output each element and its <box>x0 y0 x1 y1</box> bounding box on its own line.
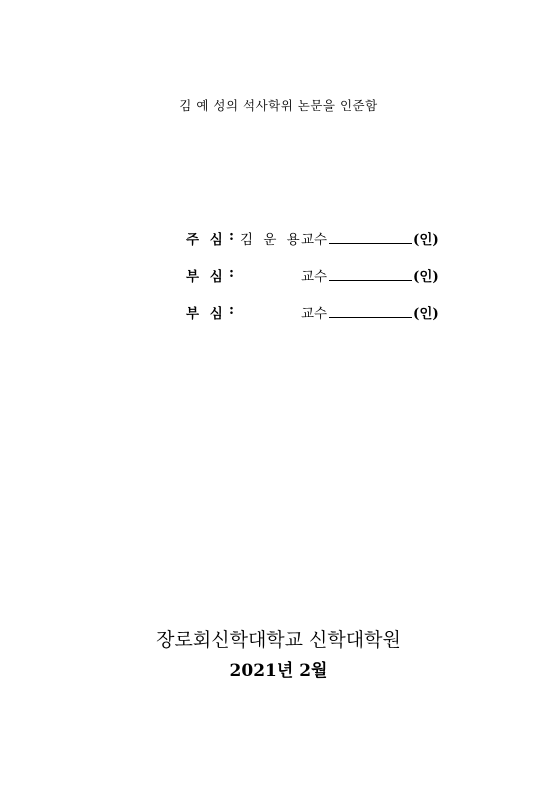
committee-row-vice-1 <box>186 265 456 285</box>
signature-line <box>329 280 412 281</box>
seal-mark: (인) <box>413 269 439 285</box>
committee-name: 김 운 용 <box>240 232 303 248</box>
seal-mark: (인) <box>413 232 439 248</box>
committee-title-suffix: 교수 <box>301 306 328 322</box>
signature-line <box>329 243 412 244</box>
committee-colon: : <box>229 265 234 281</box>
committee-title-suffix: 교수 <box>301 232 328 248</box>
committee-colon: : <box>229 228 234 244</box>
institution-name: 장로회신학대학교 신학대학원 <box>156 629 401 651</box>
committee-colon: : <box>229 302 234 318</box>
committee-role: 부 심 <box>186 269 226 285</box>
committee-row-vice-2 <box>186 302 456 322</box>
approval-date: 2021년 2월 <box>229 661 328 681</box>
committee-role: 주 심 <box>186 232 226 248</box>
committee-list <box>186 228 456 339</box>
committee-role: 부 심 <box>186 306 226 322</box>
committee-row-chief <box>186 228 456 248</box>
approval-title: 김 예 성의 석사학위 논문을 인준함 <box>179 98 378 113</box>
seal-mark: (인) <box>413 306 439 322</box>
committee-title-suffix: 교수 <box>301 269 328 285</box>
signature-line <box>329 317 412 318</box>
